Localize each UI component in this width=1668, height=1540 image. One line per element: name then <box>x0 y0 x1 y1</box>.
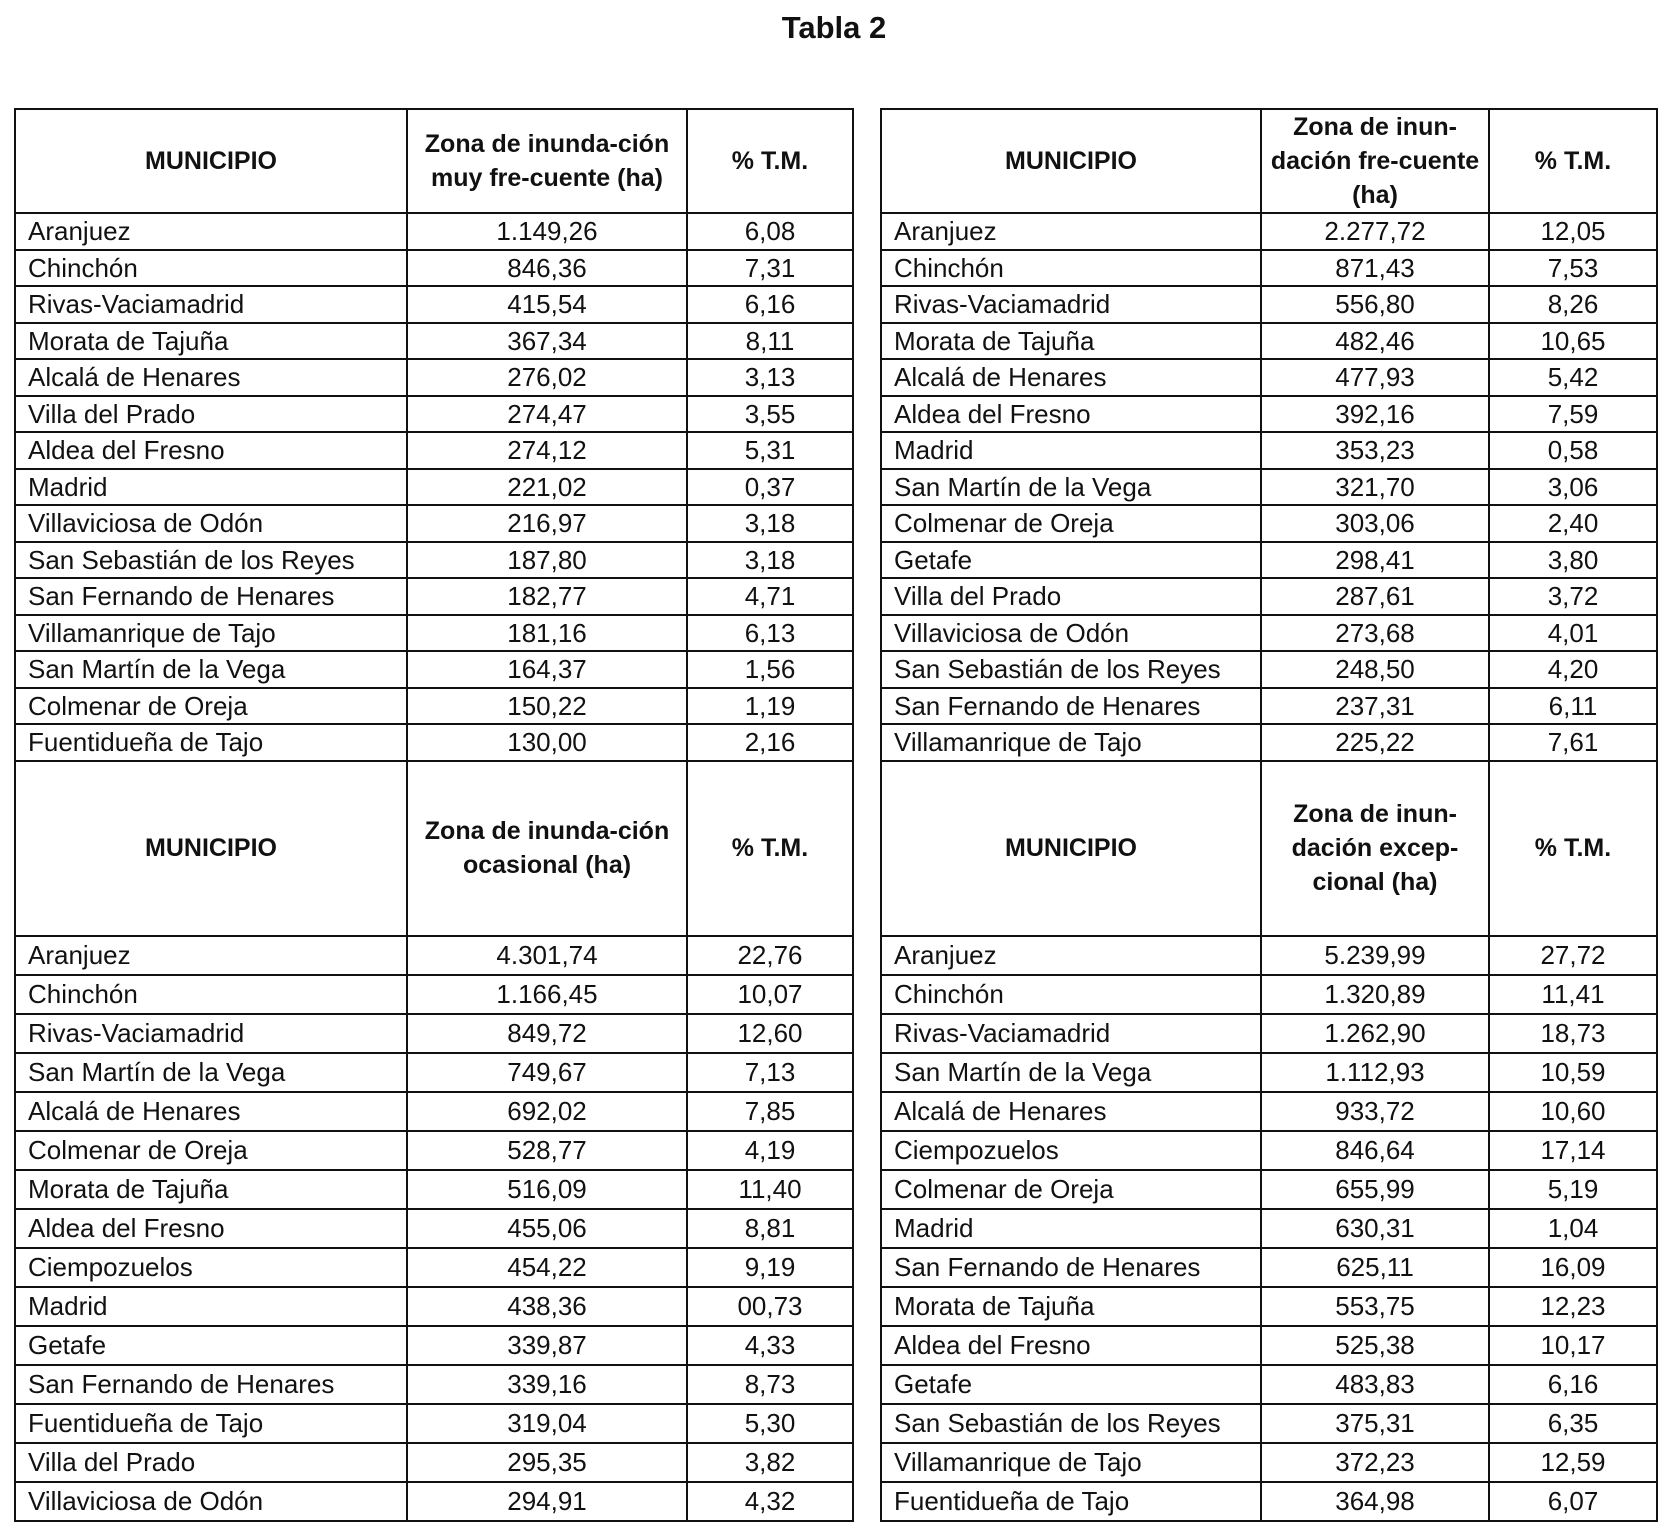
area-cell: 625,11 <box>1261 1248 1489 1287</box>
municipio-cell: Colmenar de Oreja <box>881 1170 1261 1209</box>
percent-cell: 22,76 <box>687 936 853 975</box>
table-row <box>15 359 1657 396</box>
municipio-cell: Alcalá de Henares <box>881 359 1261 396</box>
percent-cell: 8,81 <box>687 1209 853 1248</box>
header-municipio: MUNICIPIO <box>881 109 1261 213</box>
table-row <box>15 505 1657 542</box>
table-row <box>15 975 1657 1014</box>
percent-cell: 1,19 <box>687 688 853 725</box>
municipio-cell: Colmenar de Oreja <box>15 1131 407 1170</box>
header-municipio: MUNICIPIO <box>881 761 1261 936</box>
area-cell: 1.166,45 <box>407 975 687 1014</box>
percent-cell: 5,30 <box>687 1404 853 1443</box>
percent-cell: 10,59 <box>1489 1053 1657 1092</box>
table-row <box>15 1365 1657 1404</box>
area-cell: 130,00 <box>407 724 687 761</box>
percent-cell: 11,41 <box>1489 975 1657 1014</box>
column-gap <box>853 505 881 542</box>
area-cell: 415,54 <box>407 286 687 323</box>
percent-cell: 1,04 <box>1489 1209 1657 1248</box>
table-row <box>15 1248 1657 1287</box>
municipio-cell: San Sebastián de los Reyes <box>15 542 407 579</box>
area-cell: 525,38 <box>1261 1326 1489 1365</box>
percent-cell: 3,18 <box>687 505 853 542</box>
percent-cell: 17,14 <box>1489 1131 1657 1170</box>
column-gap <box>853 936 881 975</box>
column-gap <box>853 688 881 725</box>
municipio-cell: San Fernando de Henares <box>15 1365 407 1404</box>
municipio-cell: Chinchón <box>15 975 407 1014</box>
percent-cell: 7,59 <box>1489 396 1657 433</box>
municipio-cell: Getafe <box>881 542 1261 579</box>
percent-cell: 6,13 <box>687 615 853 652</box>
table-row <box>15 213 1657 250</box>
municipio-cell: Aranjuez <box>881 213 1261 250</box>
column-gap <box>853 1014 881 1053</box>
area-cell: 749,67 <box>407 1053 687 1092</box>
municipio-cell: Fuentidueña de Tajo <box>15 1404 407 1443</box>
area-cell: 483,83 <box>1261 1365 1489 1404</box>
header-zona: Zona de inun-dación fre-cuente (ha) <box>1261 109 1489 213</box>
area-cell: 319,04 <box>407 1404 687 1443</box>
percent-cell: 3,55 <box>687 396 853 433</box>
municipio-cell: Villa del Prado <box>15 396 407 433</box>
area-cell: 482,46 <box>1261 323 1489 360</box>
percent-cell: 6,11 <box>1489 688 1657 725</box>
percent-cell: 00,73 <box>687 1287 853 1326</box>
area-cell: 630,31 <box>1261 1209 1489 1248</box>
percent-cell: 7,61 <box>1489 724 1657 761</box>
column-gap <box>853 724 881 761</box>
column-gap <box>853 1443 881 1482</box>
percent-cell: 6,16 <box>1489 1365 1657 1404</box>
table-row <box>15 1287 1657 1326</box>
percent-cell: 4,32 <box>687 1482 853 1521</box>
table-row <box>15 542 1657 579</box>
percent-cell: 27,72 <box>1489 936 1657 975</box>
table-row <box>15 1092 1657 1131</box>
percent-cell: 4,20 <box>1489 651 1657 688</box>
municipio-cell: San Martín de la Vega <box>881 469 1261 506</box>
municipio-cell: San Fernando de Henares <box>15 578 407 615</box>
column-gap <box>853 1287 881 1326</box>
column-gap <box>853 1365 881 1404</box>
area-cell: 655,99 <box>1261 1170 1489 1209</box>
column-gap <box>853 213 881 250</box>
percent-cell: 6,08 <box>687 213 853 250</box>
area-cell: 295,35 <box>407 1443 687 1482</box>
municipio-cell: Morata de Tajuña <box>881 323 1261 360</box>
percent-cell: 10,65 <box>1489 323 1657 360</box>
header-row <box>15 109 1657 213</box>
table-row <box>15 286 1657 323</box>
table-row <box>15 1170 1657 1209</box>
header-pct-tm: % T.M. <box>687 109 853 213</box>
percent-cell: 0,37 <box>687 469 853 506</box>
column-gap <box>853 1482 881 1521</box>
table-row <box>15 1053 1657 1092</box>
column-gap <box>853 1248 881 1287</box>
area-cell: 303,06 <box>1261 505 1489 542</box>
table-row <box>15 1131 1657 1170</box>
table-row <box>15 1014 1657 1053</box>
percent-cell: 10,17 <box>1489 1326 1657 1365</box>
municipio-cell: Madrid <box>881 1209 1261 1248</box>
percent-cell: 5,42 <box>1489 359 1657 396</box>
area-cell: 221,02 <box>407 469 687 506</box>
area-cell: 298,41 <box>1261 542 1489 579</box>
column-gap <box>853 651 881 688</box>
percent-cell: 7,85 <box>687 1092 853 1131</box>
column-gap <box>853 396 881 433</box>
percent-cell: 6,35 <box>1489 1404 1657 1443</box>
table-row <box>15 432 1657 469</box>
municipio-cell: Aranjuez <box>15 936 407 975</box>
area-cell: 364,98 <box>1261 1482 1489 1521</box>
municipio-cell: Getafe <box>15 1326 407 1365</box>
percent-cell: 18,73 <box>1489 1014 1657 1053</box>
column-gap <box>853 1131 881 1170</box>
municipio-cell: Fuentidueña de Tajo <box>15 724 407 761</box>
table-row <box>15 323 1657 360</box>
column-gap <box>853 975 881 1014</box>
area-cell: 692,02 <box>407 1092 687 1131</box>
header-municipio: MUNICIPIO <box>15 109 407 213</box>
municipio-cell: San Sebastián de los Reyes <box>881 1404 1261 1443</box>
municipio-cell: San Sebastián de los Reyes <box>881 651 1261 688</box>
municipio-cell: Rivas-Vaciamadrid <box>881 1014 1261 1053</box>
column-gap <box>853 359 881 396</box>
municipio-cell: Morata de Tajuña <box>15 323 407 360</box>
municipio-cell: San Martín de la Vega <box>881 1053 1261 1092</box>
table-row <box>15 469 1657 506</box>
percent-cell: 7,53 <box>1489 250 1657 287</box>
percent-cell: 5,31 <box>687 432 853 469</box>
table-row <box>15 578 1657 615</box>
area-cell: 274,47 <box>407 396 687 433</box>
area-cell: 454,22 <box>407 1248 687 1287</box>
area-cell: 187,80 <box>407 542 687 579</box>
municipio-cell: Alcalá de Henares <box>15 359 407 396</box>
municipio-cell: San Martín de la Vega <box>15 651 407 688</box>
municipio-cell: Villa del Prado <box>881 578 1261 615</box>
municipio-cell: Madrid <box>15 469 407 506</box>
percent-cell: 8,73 <box>687 1365 853 1404</box>
table-row <box>15 1443 1657 1482</box>
percent-cell: 3,06 <box>1489 469 1657 506</box>
municipio-cell: Madrid <box>15 1287 407 1326</box>
percent-cell: 6,16 <box>687 286 853 323</box>
municipio-cell: Colmenar de Oreja <box>15 688 407 725</box>
percent-cell: 12,05 <box>1489 213 1657 250</box>
municipio-cell: Villamanrique de Tajo <box>881 1443 1261 1482</box>
percent-cell: 3,80 <box>1489 542 1657 579</box>
table-row <box>15 615 1657 652</box>
header-pct-tm: % T.M. <box>1489 109 1657 213</box>
municipio-cell: Madrid <box>881 432 1261 469</box>
municipio-cell: Villaviciosa de Odón <box>881 615 1261 652</box>
municipio-cell: Aldea del Fresno <box>15 1209 407 1248</box>
column-gap <box>853 1053 881 1092</box>
municipio-cell: Chinchón <box>881 250 1261 287</box>
municipio-cell: Ciempozuelos <box>15 1248 407 1287</box>
area-cell: 339,16 <box>407 1365 687 1404</box>
table-row <box>15 724 1657 761</box>
area-cell: 339,87 <box>407 1326 687 1365</box>
table-row <box>15 1482 1657 1521</box>
municipio-cell: Chinchón <box>881 975 1261 1014</box>
municipio-cell: Rivas-Vaciamadrid <box>881 286 1261 323</box>
municipio-cell: Morata de Tajuña <box>881 1287 1261 1326</box>
percent-cell: 10,07 <box>687 975 853 1014</box>
table-row <box>15 651 1657 688</box>
percent-cell: 3,13 <box>687 359 853 396</box>
column-gap <box>853 1209 881 1248</box>
percent-cell: 4,71 <box>687 578 853 615</box>
percent-cell: 3,82 <box>687 1443 853 1482</box>
area-cell: 1.262,90 <box>1261 1014 1489 1053</box>
area-cell: 5.239,99 <box>1261 936 1489 975</box>
municipio-cell: Morata de Tajuña <box>15 1170 407 1209</box>
column-gap <box>853 1404 881 1443</box>
percent-cell: 10,60 <box>1489 1092 1657 1131</box>
table-row <box>15 250 1657 287</box>
table-row <box>15 688 1657 725</box>
percent-cell: 0,58 <box>1489 432 1657 469</box>
municipio-cell: Aldea del Fresno <box>15 432 407 469</box>
area-cell: 1.112,93 <box>1261 1053 1489 1092</box>
column-gap <box>853 615 881 652</box>
municipio-cell: Colmenar de Oreja <box>881 505 1261 542</box>
municipio-cell: Alcalá de Henares <box>15 1092 407 1131</box>
area-cell: 846,64 <box>1261 1131 1489 1170</box>
area-cell: 274,12 <box>407 432 687 469</box>
flood-zone-table <box>14 108 1658 1522</box>
area-cell: 375,31 <box>1261 1404 1489 1443</box>
municipio-cell: Aranjuez <box>15 213 407 250</box>
area-cell: 216,97 <box>407 505 687 542</box>
area-cell: 182,77 <box>407 578 687 615</box>
percent-cell: 16,09 <box>1489 1248 1657 1287</box>
percent-cell: 8,11 <box>687 323 853 360</box>
header-zona: Zona de inunda-ción muy fre-cuente (ha) <box>407 109 687 213</box>
percent-cell: 4,01 <box>1489 615 1657 652</box>
area-cell: 276,02 <box>407 359 687 396</box>
area-cell: 248,50 <box>1261 651 1489 688</box>
municipio-cell: Ciempozuelos <box>881 1131 1261 1170</box>
municipio-cell: San Fernando de Henares <box>881 1248 1261 1287</box>
municipio-cell: Aranjuez <box>881 936 1261 975</box>
municipio-cell: Getafe <box>881 1365 1261 1404</box>
table-row <box>15 1209 1657 1248</box>
column-gap <box>853 761 881 936</box>
area-cell: 528,77 <box>407 1131 687 1170</box>
area-cell: 1.320,89 <box>1261 975 1489 1014</box>
percent-cell: 6,07 <box>1489 1482 1657 1521</box>
area-cell: 4.301,74 <box>407 936 687 975</box>
table-row <box>15 1326 1657 1365</box>
municipio-cell: Villamanrique de Tajo <box>15 615 407 652</box>
percent-cell: 2,16 <box>687 724 853 761</box>
percent-cell: 12,23 <box>1489 1287 1657 1326</box>
area-cell: 849,72 <box>407 1014 687 1053</box>
municipio-cell: Rivas-Vaciamadrid <box>15 1014 407 1053</box>
area-cell: 933,72 <box>1261 1092 1489 1131</box>
column-gap <box>853 286 881 323</box>
municipio-cell: San Martín de la Vega <box>15 1053 407 1092</box>
header-zona: Zona de inunda-ción ocasional (ha) <box>407 761 687 936</box>
header-pct-tm: % T.M. <box>687 761 853 936</box>
area-cell: 294,91 <box>407 1482 687 1521</box>
area-cell: 438,36 <box>407 1287 687 1326</box>
area-cell: 164,37 <box>407 651 687 688</box>
percent-cell: 7,13 <box>687 1053 853 1092</box>
percent-cell: 9,19 <box>687 1248 853 1287</box>
municipio-cell: Villaviciosa de Odón <box>15 1482 407 1521</box>
percent-cell: 4,19 <box>687 1131 853 1170</box>
municipio-cell: Aldea del Fresno <box>881 396 1261 433</box>
document-title: Tabla 2 <box>781 10 887 45</box>
percent-cell: 12,60 <box>687 1014 853 1053</box>
column-gap <box>853 109 881 213</box>
column-gap <box>853 542 881 579</box>
municipio-cell: Villaviciosa de Odón <box>15 505 407 542</box>
area-cell: 556,80 <box>1261 286 1489 323</box>
area-cell: 321,70 <box>1261 469 1489 506</box>
municipio-cell: Rivas-Vaciamadrid <box>15 286 407 323</box>
percent-cell: 11,40 <box>687 1170 853 1209</box>
column-gap <box>853 323 881 360</box>
area-cell: 455,06 <box>407 1209 687 1248</box>
percent-cell: 12,59 <box>1489 1443 1657 1482</box>
area-cell: 150,22 <box>407 688 687 725</box>
municipio-cell: Villa del Prado <box>15 1443 407 1482</box>
area-cell: 353,23 <box>1261 432 1489 469</box>
percent-cell: 2,40 <box>1489 505 1657 542</box>
percent-cell: 3,72 <box>1489 578 1657 615</box>
percent-cell: 8,26 <box>1489 286 1657 323</box>
municipio-cell: Aldea del Fresno <box>881 1326 1261 1365</box>
table-row <box>15 936 1657 975</box>
area-cell: 181,16 <box>407 615 687 652</box>
municipio-cell: Villamanrique de Tajo <box>881 724 1261 761</box>
area-cell: 871,43 <box>1261 250 1489 287</box>
area-cell: 225,22 <box>1261 724 1489 761</box>
column-gap <box>853 469 881 506</box>
area-cell: 287,61 <box>1261 578 1489 615</box>
area-cell: 1.149,26 <box>407 213 687 250</box>
percent-cell: 4,33 <box>687 1326 853 1365</box>
area-cell: 273,68 <box>1261 615 1489 652</box>
percent-cell: 3,18 <box>687 542 853 579</box>
column-gap <box>853 1092 881 1131</box>
column-gap <box>853 432 881 469</box>
area-cell: 237,31 <box>1261 688 1489 725</box>
municipio-cell: San Fernando de Henares <box>881 688 1261 725</box>
column-gap <box>853 1170 881 1209</box>
header-zona: Zona de inun-dación excep-cional (ha) <box>1261 761 1489 936</box>
area-cell: 846,36 <box>407 250 687 287</box>
area-cell: 372,23 <box>1261 1443 1489 1482</box>
percent-cell: 1,56 <box>687 651 853 688</box>
header-row <box>15 761 1657 936</box>
area-cell: 367,34 <box>407 323 687 360</box>
area-cell: 477,93 <box>1261 359 1489 396</box>
area-cell: 516,09 <box>407 1170 687 1209</box>
percent-cell: 7,31 <box>687 250 853 287</box>
column-gap <box>853 250 881 287</box>
table-row <box>15 1404 1657 1443</box>
percent-cell: 5,19 <box>1489 1170 1657 1209</box>
area-cell: 553,75 <box>1261 1287 1489 1326</box>
area-cell: 392,16 <box>1261 396 1489 433</box>
area-cell: 2.277,72 <box>1261 213 1489 250</box>
table-row <box>15 396 1657 433</box>
column-gap <box>853 578 881 615</box>
municipio-cell: Alcalá de Henares <box>881 1092 1261 1131</box>
column-gap <box>853 1326 881 1365</box>
municipio-cell: Chinchón <box>15 250 407 287</box>
header-municipio: MUNICIPIO <box>15 761 407 936</box>
header-pct-tm: % T.M. <box>1489 761 1657 936</box>
municipio-cell: Fuentidueña de Tajo <box>881 1482 1261 1521</box>
